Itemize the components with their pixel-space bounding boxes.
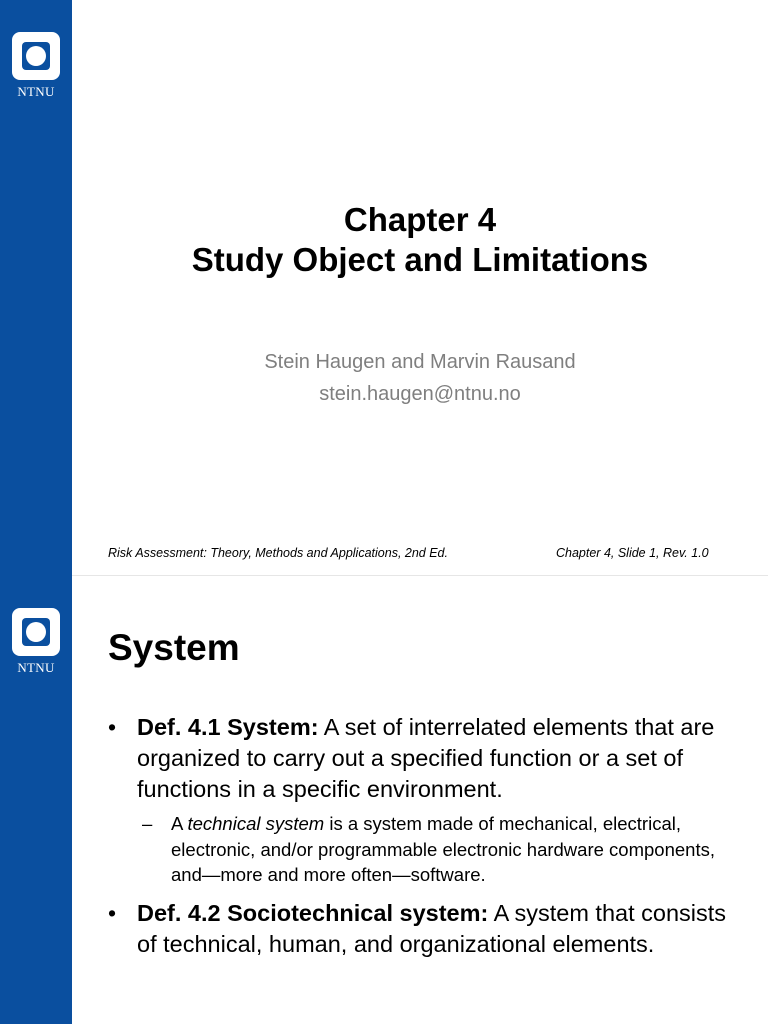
sub-bullet-body: is a system made of mechanical, electrical, electronic, and/or programmable electronic hardware components, and—more and more often—software. — [171, 813, 715, 885]
ntnu-sidebar — [0, 0, 72, 576]
sub-bullet-item — [142, 811, 728, 888]
bullet-item — [108, 898, 728, 960]
definition-text: A set of interrelated elements that are organized to carry out a specified function or a set of functions in a specific environment. — [137, 714, 715, 802]
bullet-marker: • — [108, 714, 117, 740]
ntnu-logo — [10, 32, 62, 100]
chapter-number: Chapter 4 — [343, 201, 497, 238]
chapter-name: Study Object and Limitations — [191, 241, 649, 278]
ntnu-logo-icon — [12, 608, 60, 656]
sub-bullet-prefix: A — [171, 813, 188, 834]
footer-book-title: Risk Assessment: Theory, Methods and Applications, 2nd Ed. — [108, 546, 448, 560]
sub-bullet-marker: – — [142, 813, 153, 834]
author-block — [72, 346, 768, 410]
footer-slide-info: Chapter 4, Slide 1, Rev. 1.0 — [556, 546, 709, 560]
definition-term: Def. 4.1 System: — [137, 714, 319, 740]
ntnu-logo-icon — [12, 32, 60, 80]
sub-bullet-term: technical system — [187, 813, 325, 834]
ntnu-logo — [10, 608, 62, 676]
ntnu-sidebar — [0, 576, 72, 1024]
bullet-text — [137, 898, 728, 960]
chapter-title — [72, 200, 768, 280]
author-email: stein.haugen@ntnu.no — [319, 383, 521, 405]
slide-system — [0, 576, 768, 1024]
bullet-text — [137, 712, 728, 805]
bullet-list — [108, 712, 728, 966]
logo-text: NTNU — [17, 84, 55, 99]
definition-text: A system that consists of technical, human, and organizational elements. — [137, 899, 727, 957]
author-names: Stein Haugen and Marvin Rausand — [264, 351, 576, 373]
bullet-item — [108, 712, 728, 805]
slide-heading: System — [108, 627, 240, 668]
definition-term: Def. 4.2 Sociotechnical system: — [137, 899, 489, 926]
bullet-marker: • — [108, 899, 117, 926]
logo-text: NTNU — [17, 660, 55, 675]
sub-bullet-text — [171, 811, 728, 888]
